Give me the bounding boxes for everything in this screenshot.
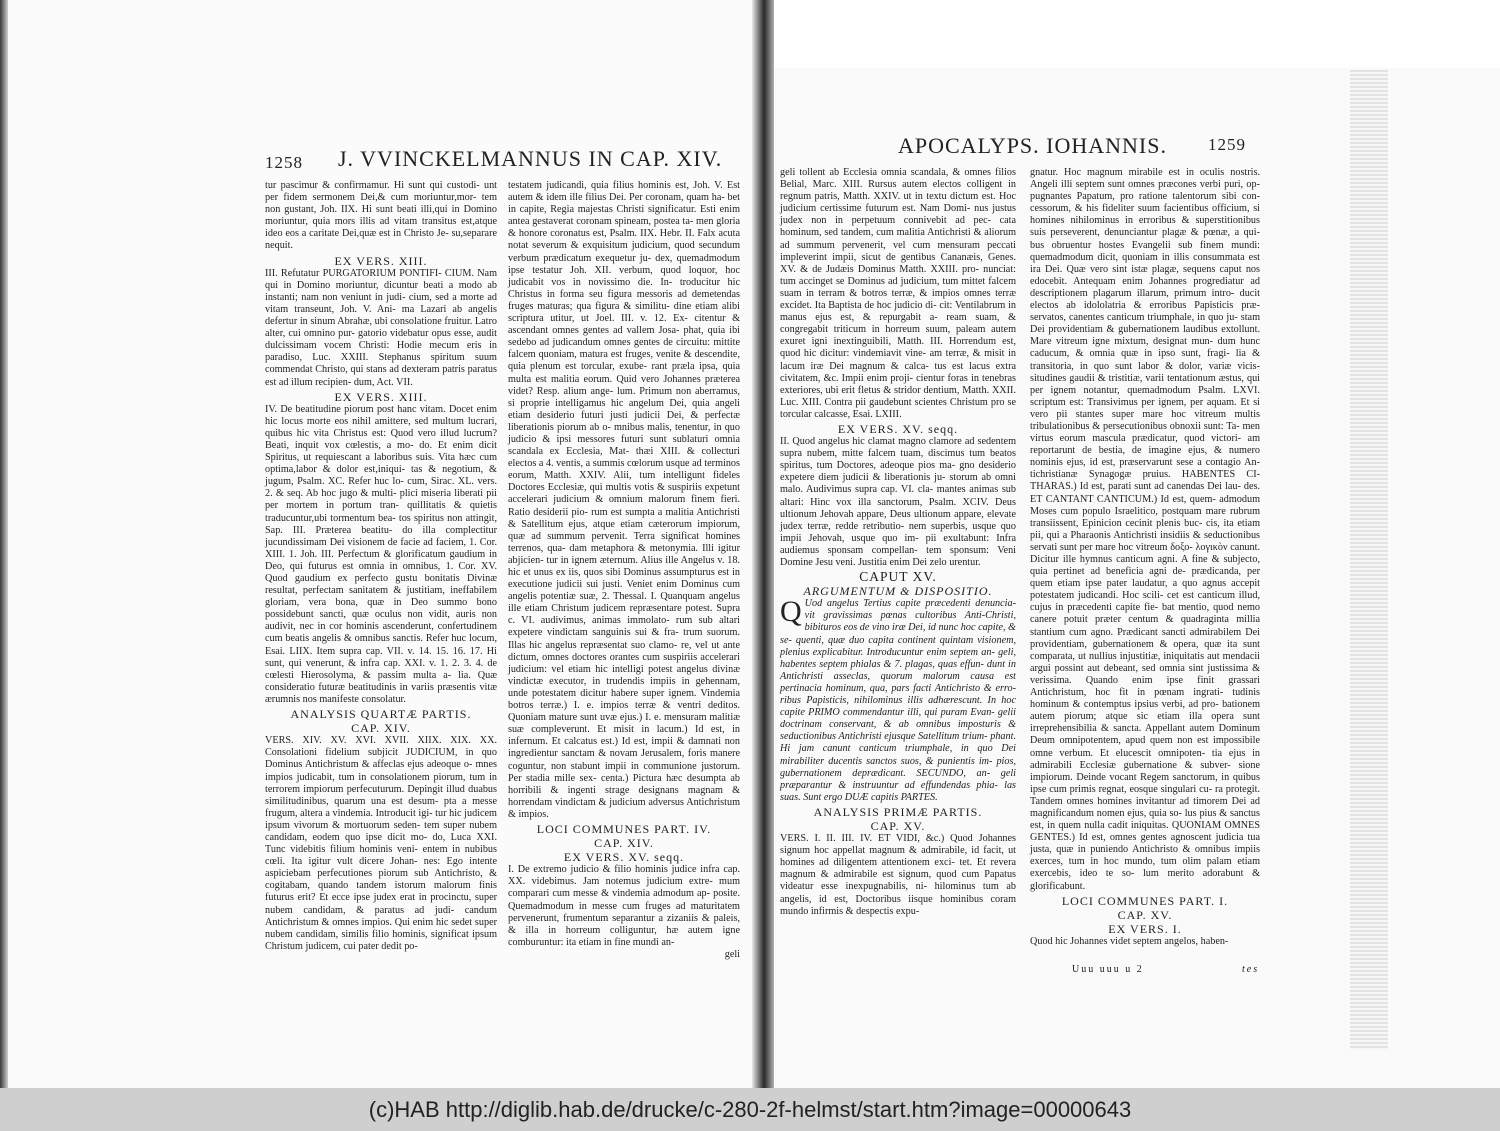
section-heading: LOCI COMMUNES PART. IV. — [536, 821, 712, 836]
right-page-column-1 — [780, 167, 1016, 918]
paragraph: Quod hic Johannes videt septem angelos, haben- — [1030, 935, 1229, 947]
paragraph: VERS. XIV. XV. XVI. XVII. XIIX. XIX. XX. Consolationi fidelium subjicit JUDICIUM, in quo Dominus Antichristum & affeclas ejus adeoque o- mnes impios judicabit, tum in consolationem piorum, tum in terrorem impiorum perfecuturum. Depingit illud duabus similitudinibus, quarum una est desum- pta a messe frugum, altera a vindemia. Introducit igi- tur hic judicem ipsum vivorum & mortuorum seden- tem super nubem candidam, eodem quo ipse dicit mo- do, Luca XXI. Tunc videbitis filium hominis veni- entem in nubibus cœli. Ita igitur vult dicere Johan- nes: Ego intente aspiciebam perfecutiones piorum sub Antichristo, & cogitabam, quando tandem istorum malorum finis futurus erit? Et ecce ipse judex erat in procinctu, super nubem candidam, & paratus ad judi- candum Antichristum & omnes impios. Qui enim hic sedet super nubem candidam, similis filio hominis, significat ipsum Christum judicem, cui pater dedit po- — [265, 735, 497, 952]
signature-mark: Uuu uuu u 2 — [1072, 964, 1144, 975]
section-heading: CAP. XIV. — [351, 721, 411, 736]
paragraph: tur pascimur & confirmamur. Hi sunt qui custodi- unt per fidem sermonem Dei,& cum moriuntur,mor- tem non gustant, Joh. IIX. Hi sunt beati illi,qui in Domino moriuntur, quia mors illis ad vitam transitus est,atque ideo eos a caritate Dei,quæ est in Christo Je- su,separare nequit. — [265, 180, 497, 252]
left-page-number: 1258 — [265, 153, 303, 172]
left-page-column-1 — [265, 180, 497, 953]
section-heading: CAPUT XV. — [859, 569, 937, 585]
section-heading: EX VERS. XIII. — [334, 389, 428, 404]
right-page-column-2 — [1030, 167, 1260, 948]
right-running-head: APOCALYPS. IOHANNIS. — [898, 133, 1167, 158]
section-heading: EX VERS. XIII. — [334, 253, 428, 268]
paragraph: testatem judicandi, quia filius hominis est, Joh. V. Est autem & idem ille filius Dei. Per coronam, quam ha- bet in capite, Regia majestas Christi significatur. Esti enim antea gestaverat coronam spineam, postea ta- men gloria & honore coronatus est, Psalm. IIX. Hebr. II. Falx acuta notat severum & exquisitum judicium, quod secundum verbum prædicatum exequetur ju- dex, quemadmodum ipse testatur Joh. XII. verbum, quod loquor, hoc judicabit vos in novissimo die. In- troducitur hic Christus in forma seu figura messoris ad demetendas fruges maturas; qua figura & similitu- dine etiam alibi scriptura utitur, ut Joel. III. v. 12. Ex- citentur & ascendant omnes gentes ad vallem Josa- phat, quia ibi sedebo ad judicandum omnes gentes de circuitu: mittite falcem quoniam, matura est fruges, venite & descendite, quia plenum est torcular, exube- rant præla ipsa, quia multa est malitia eorum. Quid vero Johannes præterea videt? Resp. alium ange- lum. Primum non aberramus, si proprie intelligamus hic angelum Dei, quia angeli etiam desiderio futuri justi judicii Dei, & perfectæ liberationis piorum ab o- mnibus malis, tenentur, in quo judicio & ipsi messores futuri sunt sublaturi omnia scandala ex Ecclesia, Mat- thæi XIII. & collecturi electos a 4. ventis, a summis cœlorum usque ad terminos eorum, Matth. XXIV. Alii, tum intelligunt fideles Doctores Ecclesiæ, qui multis votis & suspiriis expetunt accelerari judicium & omnium malorum finem fieri. Ratio desiderii pio- rum est sumpta a malitia Antichristi & Satellitum ejus, atque etiam cæterorum impiorum, quæ ad summum pervenit. Terra significat homines terrenos, qua- dam metaphora & metonymia. Illi igitur abjicien- tur in ignem æternum. Alius ille Angelus v. 18. hic et unus ex iis, quos sibi Dominus assumpturus est in executione judicii sui justi. Veniet enim Dominus cum angelis potentiæ suæ, 2. Thessal. I. Quanquam angelus ille etiam Christum judicem repræsentare potest. Supra c. VI. audivimus, animas immolato- rum sub altari expetere vindictam sanguinis sui & fra- trum suorum. Illas hic angelus repræsentat suo clamo- re, vel ut ante dictum, omnes doctores orantes cum suspiriis accelerari judicium: vel etiam hic intelligi potest angelus divinæ vindictæ executor, in trudendis impiis in gehennam, unde potestatem dicitur habere super ignem. Vindemia botros terræ.) I. e. impios terræ & ventri deditos. Quoniam mature sunt uvæ ejus.) I. e. mensuram malitiæ suæ compleverunt. Et misit in lacum.) Id est, in infernum. Et calcatus est.) Id est, impii & damnati non ingredientur sanctam & novam Jerusalem, foris manere coguntur, non stabunt impii in communione justorum. Per stadia mille sex- centa.) Pictura hæc desumpta ab horribili & ingenti strage designans magnam & horrendam vindictam & judicium adversus Antichristum & impios. — [508, 180, 740, 820]
section-heading: ARGUMENTUM & DISPOSITIO. — [803, 584, 993, 599]
section-heading: EX VERS. I. — [1108, 921, 1182, 936]
section-heading: EX VERS. XV. seqq. — [837, 421, 959, 436]
paragraph: IV. De beatitudine piorum post hanc vitam. Docet enim hic locus morte eos nihil amittere, sed multum lucrari, quibus hic vita Christus est: Quod vero illud lucrum? Beati, inquit vox cœlestis, a mo- do. Et enim dicit Spiritus, ut requiescant a laboribus suis. Vita hæc cum optima,labor & dolor est,iniqui- tas & negotium, & jugum, Psalm. XC. Refer huc lo- cum, Sirac. XL. vers. 2. & seq. Ab hoc jugo & multi- plici miseria liberati pii per mortem in portum tran- quillitatis & quietis traducuntur,ubi tormentum bea- tos spiritus non attingit, Sap. III. Præterea beatitu- do illa complectitur jucundissimam Dei visionem de facie ad faciem, 1. Cor. XIII. 1. Joh. III. Perfectum & glorificatum gaudium in Deo, qui futurus est omnia in omnibus, 1. Cor. XV. Quod gaudium ex perfecto gustu bonitatis Divinæ resultat, perfectam sanitatem & justitiam, ineffabilem gloriam, vera bona, quæ in Deo summo bono possidebunt sancti, quæ oculus non vidit, auris non audivit, nec in cor hominis ascenderunt, confertudinem cum beatis angelis & omnibus sanctis. Refer huc locum, Esai. LIIX. Item supra cap. VII. v. 14. 15. 16. 17. Hi sunt, qui venerunt, & infra cap. XXI. v. 1. 2. 3. 4. de cœlesti Hierosolyma, & passim multa a- lia. Quæ consideratio futuræ beatitudinis in variis præsentis vitæ ærumnis nos manifeste consolatur. — [265, 403, 497, 705]
catchword: geli — [724, 948, 740, 960]
section-heading: LOCI COMMUNES PART. I. — [1061, 893, 1229, 908]
catchword: tes — [1242, 964, 1260, 975]
paragraph: gnatur. Hoc magnum mirabile est in oculis nostris. Angeli illi septem sunt omnes præcones verbi puri, op- pugnantes Papatum, pro ratione talentorum sibi con- cessorum, & his fideliter suum facientibus officium, si homines nihilominus in erroribus & superstitionibus suis perseverent, denunciantur plagæ & pœnæ, a qui- bus obruentur hostes Evangelii sub finem mundi: quemadmodum dicit, quoniam in illis consummata est ira Dei. Quæ vero sint istæ plagæ, sequens caput nos edocebit. Antequam enim Johannes progrediatur ad descriptionem plagarum illarum, primum intro- ducit electos ab idololatria & erroribus Papisticis præ- servatos, canentes canticum triumphale, in quo ju- stam Dei providentiam & gubernationem laudibus extollunt. Mare vitreum igne mixtum, designat mun- dum hunc caducum, & omnia quæ in ipso sunt, fragi- lia & transitoria, in quo sunt labor & dolor, variæ vicis- situdines gaudii & tristitiæ, varii tentationum æstus, qui per ignem notantur, quemadmodum Psalm. LXVI. scriptum est: Transivimus per ignem, per aquam. Et si vero pii stantes super mare hoc vitreum multis tribulationibus & persecutionibus obnoxii sunt: Ta- men virtus eorum mascula prædicatur, quod victori- am reportarunt de bestia, de imagine ejus, & numero nominis ejus, id est, præservarunt sese a contagio An- tichristianæ Synagogæ pruius. HABENTES CI- THARAS.) Id est, parati sunt ad canendas Dei lau- des. ET CANTANT CANTICUM.) Id est, quem- admodum Moses cum populo Israelitico, postquam mare rubrum transiissent, Epinicion cecinit plenis buc- cis, ita etiam pii, qui a Pharaonis Antichristi insidiis & seductionibus servati sunt per mare hoc vitreum δοξο- λογικὸν canunt. Dicitur ille hymnus canticum agni. A fine & subjecto, quia pertinet ad beneficia agni de- prædicanda, per quem etiam ipse pater laudatur, a quo agnus accepit potestatem judicandi. Hoc scili- cet est canticum illud, cujus in præcedenti capite fie- bat mentio, quod nemo canere potuit præter centum & quadraginta millia stantium cum agno. Prædicant sancti admirabilem Dei providentiam, gubernationem & opera, quæ ita sunt comparata, ut nullius injustitiæ, iniquitatis aut mendacii argui possint aut debeant, sed omnia sint justissima & verissima. Quando enim ipse finit grassari Antichristum, hoc fit in pœnam ingrati- tudinis hominum & contemptus ipsius verbi, ad pro- bationem autem piorum; atque sic etiam illa opera sunt irreprehensibilia & sancta. Appellant autem Dominum Deum omnipotentem, apud quem non est impossibile omne verbum. Et elucescit omnipoten- tia ejus in admirabili Ecclesiæ gubernatione & subver- sione impiorum. Deinde vocant Regem sanctorum, in quibus ipse cum primis regnat, eosque singulari cu- ra protegit. Tandem omnes homines invitantur ad timorem Dei ad magnificandum nomen ejus, quia so- lus pius & sanctus est, in quem nulla cadit iniquitas. QUONIAM OMNES GENTES.) Id est, omnes gentes agnoscent judicia tua justa, quæ in puniendo Antichristo & omnibus impiis exerces, tum in hoc mundo, tum olim palam etiam exercebis, ideo te so- lum merito adorabunt & glorificabunt. — [1030, 167, 1260, 892]
paragraph-with-initial — [780, 595, 1016, 804]
footer-credit: (c)HAB http://diglib.hab.de/drucke/c-280-2f-helmst/start.htm?image=00000643 — [368, 1096, 1132, 1122]
paragraph: VERS. I. II. III. IV. ET VIDI, &c.) Quod Johannes signum hoc appellat magnum & admirabile, id facit, ut homines ad diligentem attentionem exci- tet. Et revera magnum & admirabile est signum, quod cum Papatus videatur esse inexpugnabilis, ni- hilominus tum ab angelis, id est, Doctoribus iisque hominibus coram mundo infirmis & despectis expu- — [780, 833, 1016, 917]
left-page-column-2 — [508, 180, 740, 961]
book-gutter — [752, 0, 774, 1088]
section-heading: CAP. XIV. — [594, 836, 654, 851]
drop-capital: Q — [780, 595, 802, 629]
paragraph: III. Refutatur PURGATORIUM PONTIFI- CIUM. Nam qui in Domino moriuntur, dicuntur beati a modo ab instanti; nam non veniunt in judi- cium, sed a morte ad vitam transeunt, Joh. V. Ani- ma Lazari ab angelis defertur in sinum Abrahæ, ubi consolatione fruitur. Latro alter, cui omnino pur- gatorio videbatur opus esse, audit dulcissimam vocem Christi: Hodie mecum eris in paradiso, Luc. XXIII. Stephanus spiritum suum commendat Christo, qui stans ad dexteram patris paratus est ad illum recipien- dum, Act. VII. — [265, 267, 497, 388]
paragraph-text: Uod angelus Tertius capite præcedenti denuncia- vit gravissimas pœnas cultoribus Anti-Christi, bibituros eos de vino iræ Dei, id nunc hoc capite, & se- quenti, quæ duo capita continent quintam visionem, plenius explicabitur. Introducuntur enim septem an- geli, habentes septem phialas & 7. plagas, quas effun- dunt in Antichristi asseclas, quorum malorum causa est pertinacia hominum, qua, pars facti Antichristo & erro- ribus Papisticis, nihilominus illis adhærescunt. In hoc capite PRIMO commendantur illi, qui puram Evan- gelii doctrinam conservant, & ab omnibus imposturis & seductionibus Antichristi ejusque Satellitum trium- phant. Hi jam canunt canticum triumphale, in quo Dei mirabiliter ducentis sanctos suos, & punientis im- pios, gubernationem deprædicant. SECUNDO, an- geli præparantur & instruuntur ad effundendas phia- las suas. Sunt ergo DUÆ capitis PARTES. — [780, 598, 1016, 803]
right-page-number: 1259 — [1208, 135, 1246, 154]
section-heading: CAP. XV. — [870, 818, 926, 833]
paragraph: II. Quod angelus hic clamat magno clamore ad sedentem supra nubem, mitte falcem tuam, discimus tum beatos spiritus, tum Doctores, adeoque pios ma- gno desiderio expetere diem judicii & liberationis ju- storum ab omni malo. Audivimus supra cap. VI. cla- mantes animas sub altari: Hinc vox illa sanctorum, Psalm. XCIV. Deus ultionum Jehovah appare, Deus ultionum appare, elevate judex terræ, redde retributio- nem superbis, usque quo impii Jehovah, usque quo im- pii exultabunt: Infra audiemus sponsam compellan- tem sponsum: Veni Domine Jesu veni. Justitia enim Dei zelo urentur. — [780, 436, 1016, 568]
section-heading: ANALYSIS PRIMÆ PARTIS. — [813, 804, 983, 819]
scan-left-edge — [0, 0, 8, 1088]
page-edges — [1350, 70, 1388, 1050]
left-running-head: J. VVINCKELMANNUS IN CAP. XIV. — [338, 146, 723, 171]
copyright-footer — [0, 1088, 1500, 1131]
section-heading: EX VERS. XV. seqq. — [563, 850, 685, 865]
paragraph: I. De extremo judicio & filio hominis judice infra cap. XX. videbimus. Jam notemus judicium extre- mum comparari cum messe & vindemia admodum ap- posite. Quemadmodum in messe cum fruges ad maturitatem pervenerunt, frumentum separantur a zizaniis & paleis, & illa in horreum colliguntur, hæ autem igne comburuntur: ita etiam in fine mundi an- — [508, 864, 740, 948]
section-heading: ANALYSIS QUARTÆ PARTIS. — [290, 707, 472, 722]
paragraph: geli tollent ab Ecclesia omnia scandala, & omnes filios Belial, Marc. XIII. Rursus autem electos colligent in regnum patris, Matth. XXIV. ut in textu dictum est. Hoc judicium certissime futurum est. Nam Domi- nus justus judex non in perpetuum connivebit ad pec- cata hominum, sed tandem, cum malitia Antichristi & aliorum ad summum pervenerit, vel cum mensuram peccati impleverint impii, sicut de gentibus Cananæis, Genes. XV. & de Judæis Dominus Matth. XXIII. pro- nunciat: tum accinget se Dominus ad judicium, tum mittet falcem suam in terram & botros terræ, & impios omnes terræ excidet. Ita Baptista de hoc judicio di- cit: Ventilabrum in manus ejus est, & repurgabit a- ream suam, & congregabit triticum in horreum suum, paleam autem exuret igni inextinguibili, Matth. III. Horrendum est, quod hic dicitur: vindemiavit vine- am terræ, & misit in lacum iræ Dei magnum & calca- tus est lacus extra civitatem, &c. Impii enim proji- cientur foras in tenebras exteriores, ubi erit fletus & stridor dentium, Matth. XXII. Luc. XIII. Contra pii gaudebunt scientes Christum pro se torcular calcasse, Esai. LXIII. — [780, 167, 1016, 420]
section-heading: CAP. XV. — [1117, 907, 1173, 922]
